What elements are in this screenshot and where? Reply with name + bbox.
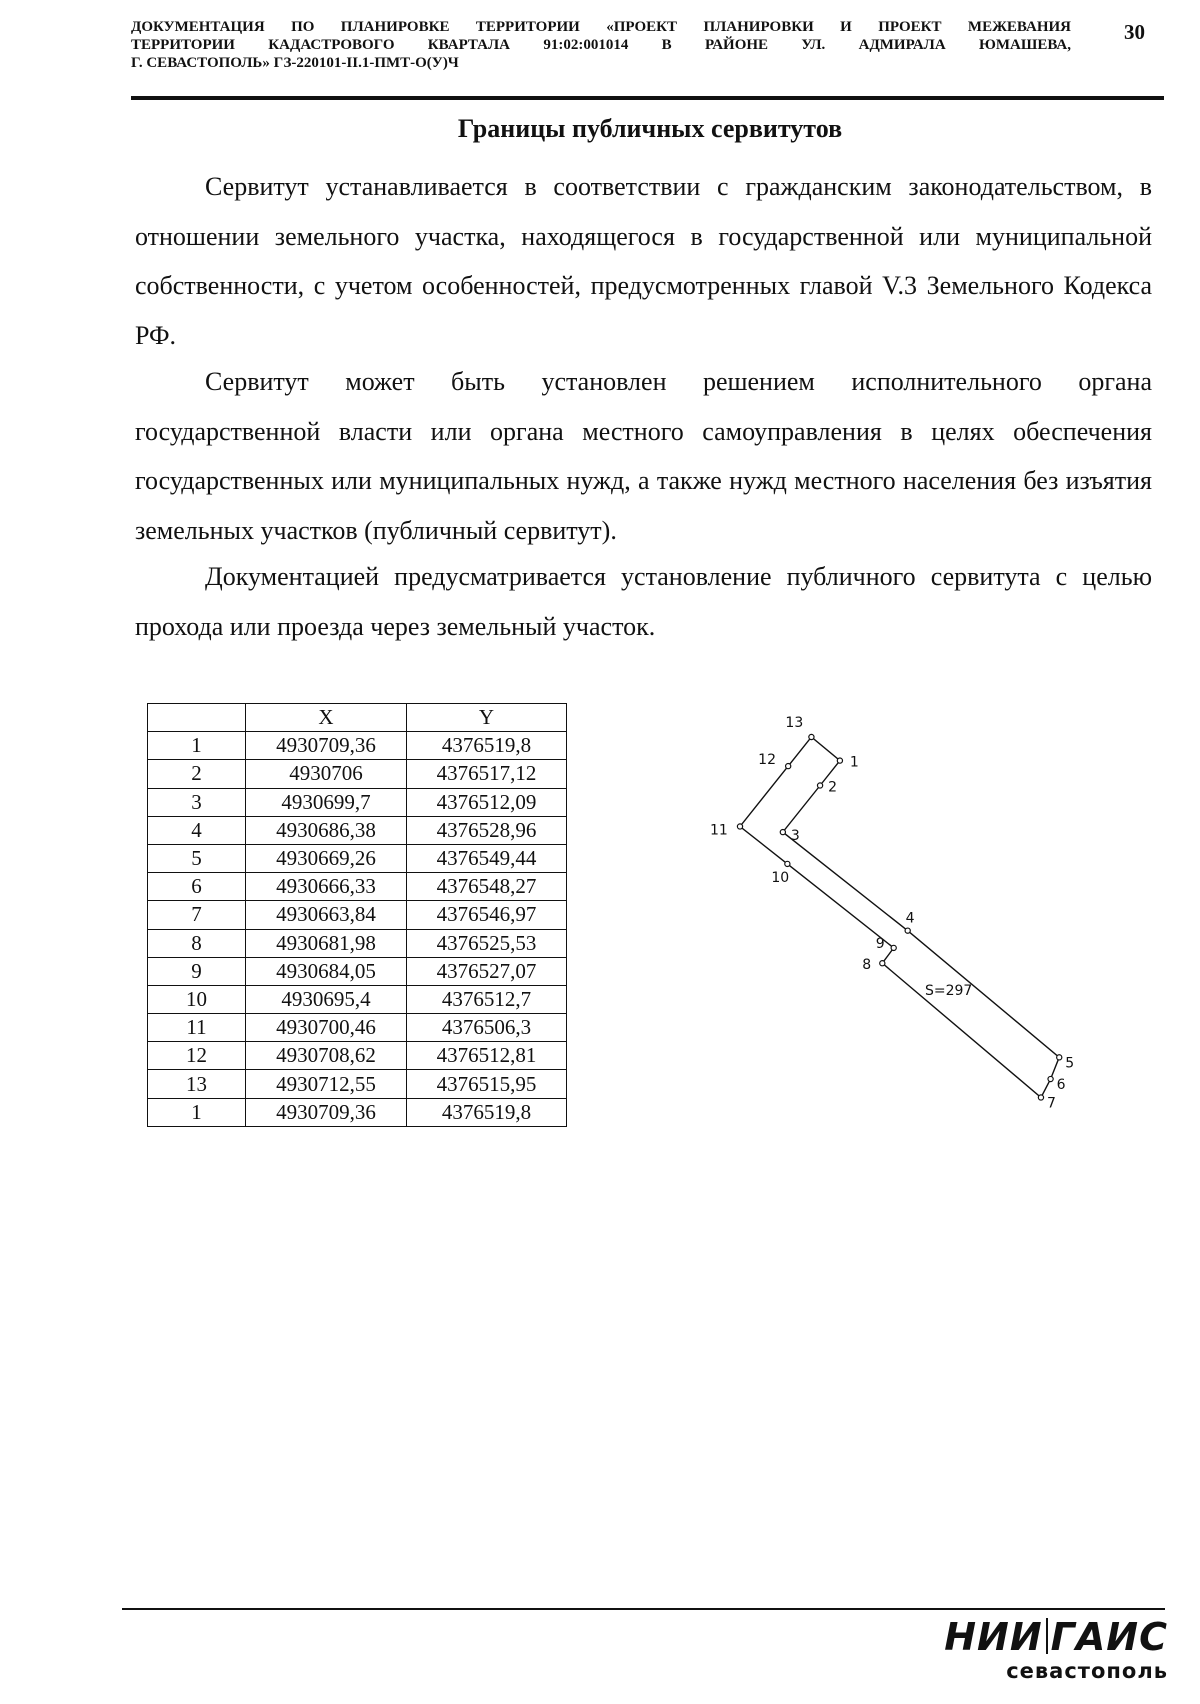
point-label-4: 4: [905, 910, 915, 927]
boundary-point-8: [880, 961, 885, 966]
y-cell: 4376548,27: [407, 873, 567, 901]
paragraph-1: Сервитут устанавливается в соответствии с гражданским законодательством, в отношении земельного участка, находящегося в государственной или муниципальной собственности, с учетом особенностей, предусмотренных главой V.3 Земельного Кодекса РФ.: [135, 172, 1152, 350]
footer-divider: [122, 1608, 1165, 1610]
table-row: [148, 788, 567, 816]
point-cell: 5: [148, 844, 246, 872]
x-cell: 4930708,62: [246, 1042, 407, 1070]
y-cell: 4376519,8: [407, 1098, 567, 1126]
paragraph-2: Сервитут может быть установлен решением исполнительного органа государственной власти или органа местного самоуправления в целях обеспечения государственных или муниципальных нужд, а также нужд местного населения без изъятия земельных участков (публичный сервитут).: [135, 367, 1152, 545]
table-row: [148, 844, 567, 872]
table-row: [148, 732, 567, 760]
y-cell: 4376546,97: [407, 901, 567, 929]
x-cell: 4930684,05: [246, 957, 407, 985]
y-cell: 4376527,07: [407, 957, 567, 985]
y-cell: 4376515,95: [407, 1070, 567, 1098]
header-cell-point: [148, 704, 246, 732]
y-cell: 4376525,53: [407, 929, 567, 957]
header-line-2: ТЕРРИТОРИИ КАДАСТРОВОГО КВАРТАЛА 91:02:001014 В РАЙОНЕ УЛ. АДМИРАЛА ЮМАШЕВА,: [131, 37, 1071, 53]
point-cell: 2: [148, 760, 246, 788]
boundary-point-6: [1048, 1076, 1053, 1081]
point-label-3: 3: [790, 828, 800, 845]
y-cell: 4376512,09: [407, 788, 567, 816]
point-cell: 11: [148, 1014, 246, 1042]
document-header: [131, 18, 1071, 72]
point-label-9: 9: [875, 935, 885, 952]
table-row: [148, 760, 567, 788]
point-cell: 1: [148, 1098, 246, 1126]
table-row: [148, 873, 567, 901]
logo-text-nii: НИИ: [944, 1615, 1043, 1659]
point-label-2: 2: [828, 779, 837, 796]
y-cell: 4376519,8: [407, 732, 567, 760]
x-cell: 4930706: [246, 760, 407, 788]
boundary-point-11: [737, 824, 742, 829]
header-line-1: ДОКУМЕНТАЦИЯ ПО ПЛАНИРОВКЕ ТЕРРИТОРИИ «ПРОЕКТ ПЛАНИРОВКИ И ПРОЕКТ МЕЖЕВАНИЯ: [131, 19, 1071, 35]
table-row: [148, 929, 567, 957]
x-cell: 4930700,46: [246, 1014, 407, 1042]
page-number: 30: [1124, 20, 1145, 44]
point-label-7: 7: [1046, 1095, 1056, 1112]
x-cell: 4930669,26: [246, 844, 407, 872]
nii-gais-logo: [912, 1615, 1172, 1695]
table-row: [148, 1014, 567, 1042]
x-cell: 4930709,36: [246, 1098, 407, 1126]
point-cell: 13: [148, 1070, 246, 1098]
x-cell: 4930699,7: [246, 788, 407, 816]
table-row: [148, 1098, 567, 1126]
boundary-point-3: [780, 829, 785, 834]
table-row: [148, 985, 567, 1013]
point-cell: 12: [148, 1042, 246, 1070]
point-cell: 4: [148, 816, 246, 844]
x-cell: 4930666,33: [246, 873, 407, 901]
point-cell: 1: [148, 732, 246, 760]
x-cell: 4930695,4: [246, 985, 407, 1013]
point-label-13: 13: [785, 715, 804, 731]
boundary-point-2: [817, 783, 822, 788]
boundary-point-9: [891, 945, 896, 950]
boundary-point-13: [809, 734, 814, 739]
point-cell: 10: [148, 985, 246, 1013]
logo-subtitle: севастополь: [1006, 1659, 1168, 1683]
x-cell: 4930709,36: [246, 732, 407, 760]
point-label-5: 5: [1065, 1055, 1075, 1072]
y-cell: 4376512,81: [407, 1042, 567, 1070]
y-cell: 4376528,96: [407, 816, 567, 844]
boundary-point-5: [1057, 1055, 1062, 1060]
x-cell: 4930663,84: [246, 901, 407, 929]
table-row: [148, 901, 567, 929]
y-cell: 4376512,7: [407, 985, 567, 1013]
table-row: [148, 1042, 567, 1070]
logo-separator: [1046, 1618, 1048, 1654]
coordinates-table: [147, 703, 567, 1127]
x-cell: 4930681,98: [246, 929, 407, 957]
section-title: Границы публичных сервитутов: [457, 114, 843, 143]
point-cell: 3: [148, 788, 246, 816]
boundary-point-4: [905, 928, 910, 933]
table-row: [148, 1070, 567, 1098]
boundary-point-7: [1038, 1095, 1043, 1100]
table-row: [148, 957, 567, 985]
point-cell: 6: [148, 873, 246, 901]
logo-text-gais: ГАИС: [1050, 1615, 1168, 1659]
point-label-8: 8: [862, 957, 872, 974]
header-cell-y: Y: [407, 704, 567, 732]
point-label-1: 1: [849, 754, 859, 771]
boundary-point-12: [786, 763, 791, 768]
x-cell: 4930686,38: [246, 816, 407, 844]
area-label: S=297: [924, 982, 973, 999]
header-cell-x: X: [246, 704, 407, 732]
x-cell: 4930712,55: [246, 1070, 407, 1098]
point-label-10: 10: [771, 869, 790, 886]
servitude-boundary-plan: [690, 715, 1110, 1115]
y-cell: 4376506,3: [407, 1014, 567, 1042]
point-cell: 8: [148, 929, 246, 957]
y-cell: 4376549,44: [407, 844, 567, 872]
point-cell: 9: [148, 957, 246, 985]
point-label-11: 11: [710, 822, 728, 839]
paragraph-3: Документацией предусматривается установление публичного сервитута с целью прохода или проезда через земельный участок.: [135, 562, 1152, 641]
point-label-6: 6: [1056, 1077, 1066, 1094]
header-line-3: Г. СЕВАСТОПОЛЬ» ГЗ-220101-II.1-ПМТ-О(У)Ч: [131, 55, 459, 71]
boundary-point-10: [785, 861, 790, 866]
point-cell: 7: [148, 901, 246, 929]
boundary-point-1: [837, 758, 842, 763]
table-row: [148, 816, 567, 844]
header-divider: [131, 96, 1164, 100]
y-cell: 4376517,12: [407, 760, 567, 788]
point-label-12: 12: [758, 752, 777, 769]
servitude-boundary-polygon: [740, 737, 1059, 1098]
table-header-row: [148, 704, 567, 732]
